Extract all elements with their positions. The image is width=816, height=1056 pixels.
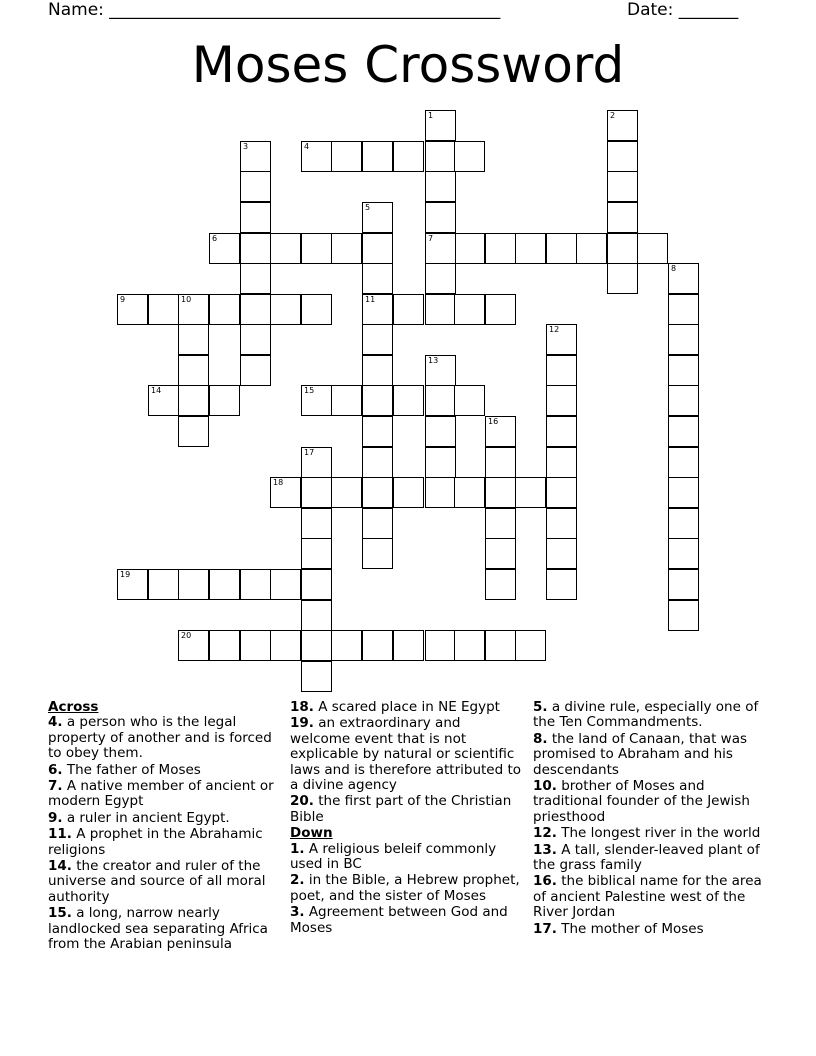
grid-cell[interactable]: [148, 294, 179, 325]
grid-cell[interactable]: [362, 508, 393, 539]
grid-cell-9[interactable]: [117, 294, 148, 325]
clue-text: the creator and ruler of the universe and source of all moral authority: [48, 858, 266, 905]
grid-cell[interactable]: [607, 171, 638, 202]
across-clue: [48, 827, 276, 858]
grid-cell[interactable]: [576, 233, 607, 264]
clue-number: 9: [120, 295, 126, 304]
grid-cell[interactable]: [301, 477, 332, 508]
clue-number: 20.: [290, 793, 314, 810]
grid-cell[interactable]: [362, 233, 393, 264]
grid-cell[interactable]: [362, 416, 393, 447]
grid-cell[interactable]: [485, 538, 516, 569]
grid-cell[interactable]: [546, 385, 577, 416]
clue-number: 18: [273, 478, 284, 487]
grid-cell[interactable]: [454, 294, 485, 325]
grid-cell[interactable]: [301, 233, 332, 264]
grid-cell[interactable]: [393, 141, 424, 172]
grid-cell[interactable]: [425, 294, 456, 325]
grid-cell[interactable]: [270, 233, 301, 264]
grid-cell-3[interactable]: [240, 141, 271, 172]
grid-cell[interactable]: [362, 141, 393, 172]
grid-cell[interactable]: [270, 294, 301, 325]
grid-cell[interactable]: [607, 233, 638, 264]
grid-cell[interactable]: [425, 141, 456, 172]
grid-cell[interactable]: [240, 233, 271, 264]
clue-text: A tall, slender-leaved plant of the grass family: [533, 841, 760, 874]
clue-number: 6: [212, 234, 218, 243]
grid-cell[interactable]: [485, 569, 516, 600]
clue-text: the biblical name for the area of ancient Palestine west of the River Jordan: [533, 873, 762, 921]
grid-cell[interactable]: [515, 477, 546, 508]
clue-text: the land of Canaan, that was promised to Abraham and his descendants: [533, 730, 748, 778]
grid-cell[interactable]: [607, 263, 638, 294]
grid-cell[interactable]: [178, 355, 209, 386]
grid-cell[interactable]: [301, 661, 332, 692]
down-clue: [533, 700, 765, 731]
clue-number: 16: [488, 417, 499, 426]
clue-text: a person who is the legal property of another and is forced to obey them.: [48, 714, 272, 762]
grid-cell[interactable]: [331, 477, 362, 508]
grid-cell[interactable]: [485, 477, 516, 508]
clue-number: 13: [428, 356, 439, 365]
grid-cell[interactable]: [362, 263, 393, 294]
across-clue: [290, 794, 522, 825]
grid-cell[interactable]: [425, 416, 456, 447]
grid-cell[interactable]: [668, 569, 699, 600]
across-clue-list: [48, 715, 276, 952]
name-field: Name: ______________________________________________: [48, 0, 501, 20]
grid-cell-15[interactable]: [301, 385, 332, 416]
clue-number: 15.: [48, 905, 72, 922]
across-clue: [48, 811, 276, 826]
grid-cell[interactable]: [668, 355, 699, 386]
across-clue: [48, 779, 276, 810]
grid-cell[interactable]: [454, 141, 485, 172]
grid-cell-5[interactable]: [362, 202, 393, 233]
grid-cell[interactable]: [668, 324, 699, 355]
grid-cell[interactable]: [515, 233, 546, 264]
grid-cell[interactable]: [393, 630, 424, 661]
grid-cell-18[interactable]: [270, 477, 301, 508]
grid-cell[interactable]: [668, 294, 699, 325]
grid-cell[interactable]: [425, 263, 456, 294]
grid-cell[interactable]: [393, 294, 424, 325]
grid-cell[interactable]: [209, 630, 240, 661]
clue-text: A native member of ancient or modern Egypt: [48, 778, 274, 810]
grid-cell[interactable]: [240, 294, 271, 325]
clue-number: 7: [428, 234, 434, 243]
grid-cell[interactable]: [485, 294, 516, 325]
clue-number: 12.: [533, 825, 557, 842]
grid-cell[interactable]: [454, 385, 485, 416]
across-clue-list-continued: [290, 700, 522, 825]
grid-cell-8[interactable]: [668, 263, 699, 294]
grid-cell[interactable]: [546, 416, 577, 447]
clue-number: 11.: [48, 826, 72, 843]
clue-number: 5: [365, 203, 371, 212]
down-clue: [533, 732, 765, 778]
down-clue: [533, 843, 765, 874]
grid-cell[interactable]: [178, 569, 209, 600]
grid-cell[interactable]: [607, 202, 638, 233]
grid-cell[interactable]: [362, 324, 393, 355]
grid-cell[interactable]: [668, 385, 699, 416]
grid-cell[interactable]: [425, 630, 456, 661]
down-clue: [533, 922, 765, 937]
clue-text: A religious beleif commonly used in BC: [290, 840, 497, 873]
grid-cell[interactable]: [270, 630, 301, 661]
clue-text: an extraordinary and welcome event that is not explicable by natural or scientific laws and is therefore attributed to a divine agency: [290, 715, 522, 794]
grid-cell[interactable]: [331, 630, 362, 661]
clue-number: 4.: [48, 714, 63, 731]
down-clue-list: [290, 842, 522, 936]
clue-text: a long, narrow nearly landlocked sea separating Africa from the Arabian peninsula: [48, 905, 268, 953]
grid-cell[interactable]: [240, 355, 271, 386]
grid-cell[interactable]: [178, 324, 209, 355]
clues-column-1: [48, 700, 276, 954]
clue-number: 3: [243, 142, 249, 151]
grid-cell[interactable]: [668, 538, 699, 569]
grid-cell[interactable]: [546, 569, 577, 600]
clue-number: 10.: [533, 778, 557, 795]
clue-number: 17.: [533, 920, 557, 937]
grid-cell[interactable]: [668, 508, 699, 539]
grid-cell[interactable]: [668, 447, 699, 478]
grid-cell[interactable]: [301, 294, 332, 325]
grid-cell[interactable]: [425, 171, 456, 202]
clue-number: 1.: [290, 840, 305, 857]
grid-cell[interactable]: [301, 508, 332, 539]
grid-cell[interactable]: [454, 233, 485, 264]
clue-number: 15: [304, 386, 315, 395]
grid-cell-13[interactable]: [425, 355, 456, 386]
clue-number: 8.: [533, 730, 548, 747]
grid-cell[interactable]: [485, 447, 516, 478]
date-field: Date: _______: [627, 0, 739, 20]
grid-cell-1[interactable]: [425, 110, 456, 141]
grid-cell-14[interactable]: [148, 385, 179, 416]
clue-text: Agreement between God and Moses: [290, 904, 508, 936]
down-clue: [290, 905, 522, 936]
grid-cell[interactable]: [240, 324, 271, 355]
grid-cell[interactable]: [178, 385, 209, 416]
clue-number: 3.: [290, 904, 305, 921]
clue-number: 1: [428, 111, 434, 120]
grid-cell[interactable]: [301, 630, 332, 661]
clue-text: in the Bible, a Hebrew prophet, poet, and the sister of Moses: [290, 872, 520, 904]
grid-cell[interactable]: [393, 477, 424, 508]
grid-cell[interactable]: [270, 569, 301, 600]
clue-text: brother of Moses and traditional founder of the Jewish priesthood: [533, 778, 750, 825]
clue-number: 18.: [290, 699, 314, 715]
grid-cell[interactable]: [546, 447, 577, 478]
grid-cell[interactable]: [425, 202, 456, 233]
grid-cell[interactable]: [454, 630, 485, 661]
grid-cell[interactable]: [209, 294, 240, 325]
grid-cell[interactable]: [240, 263, 271, 294]
grid-cell-12[interactable]: [546, 324, 577, 355]
grid-cell[interactable]: [331, 141, 362, 172]
across-clue: [48, 715, 276, 761]
grid-cell[interactable]: [240, 569, 271, 600]
grid-cell[interactable]: [607, 141, 638, 172]
down-clue-list-continued: [533, 700, 765, 937]
clue-text: The mother of Moses: [556, 920, 704, 937]
down-clue: [290, 873, 522, 904]
grid-cell[interactable]: [331, 385, 362, 416]
across-clue: [290, 700, 522, 715]
clue-text: The father of Moses: [62, 761, 201, 778]
grid-cell[interactable]: [546, 355, 577, 386]
grid-cell[interactable]: [485, 508, 516, 539]
grid-cell-16[interactable]: [485, 416, 516, 447]
clues-column-2: [290, 700, 522, 937]
clue-number: 19.: [290, 715, 314, 732]
clue-number: 13.: [533, 841, 557, 858]
down-clue: [533, 826, 765, 841]
grid-cell[interactable]: [301, 569, 332, 600]
grid-cell[interactable]: [425, 385, 456, 416]
down-clue: [290, 842, 522, 873]
clue-number: 8: [671, 264, 677, 273]
grid-cell[interactable]: [362, 447, 393, 478]
across-clue: [48, 763, 276, 778]
clue-number: 17: [304, 448, 315, 457]
clue-number: 16.: [533, 873, 557, 890]
grid-cell[interactable]: [485, 233, 516, 264]
grid-cell-20[interactable]: [178, 630, 209, 661]
clues-column-3: [533, 700, 765, 938]
grid-cell[interactable]: [454, 477, 485, 508]
grid-cell[interactable]: [331, 233, 362, 264]
clue-number: 20: [181, 631, 192, 640]
grid-cell-11[interactable]: [362, 294, 393, 325]
grid-cell[interactable]: [668, 477, 699, 508]
grid-cell[interactable]: [209, 385, 240, 416]
grid-cell[interactable]: [546, 538, 577, 569]
grid-cell-19[interactable]: [117, 569, 148, 600]
across-clue: [48, 859, 276, 905]
grid-cell[interactable]: [546, 508, 577, 539]
clue-text: the first part of the Christian Bible: [290, 793, 512, 825]
grid-cell[interactable]: [546, 233, 577, 264]
grid-cell-6[interactable]: [209, 233, 240, 264]
clue-number: 2.: [290, 872, 305, 889]
grid-cell[interactable]: [425, 477, 456, 508]
grid-cell[interactable]: [637, 233, 668, 264]
clue-number: 11: [365, 295, 376, 304]
clue-number: 12: [549, 325, 560, 334]
across-clue: [48, 906, 276, 952]
grid-cell[interactable]: [362, 355, 393, 386]
down-clue: [533, 874, 765, 920]
grid-cell[interactable]: [515, 630, 546, 661]
grid-cell[interactable]: [301, 600, 332, 631]
clue-number: 9.: [48, 809, 63, 826]
clue-number: 2: [610, 111, 616, 120]
grid-cell-2[interactable]: [607, 110, 638, 141]
clue-text: a ruler in ancient Egypt.: [62, 809, 230, 826]
down-clue: [533, 779, 765, 825]
grid-cell[interactable]: [209, 569, 240, 600]
grid-cell[interactable]: [546, 477, 577, 508]
grid-cell[interactable]: [362, 630, 393, 661]
clue-number: 6.: [48, 761, 63, 778]
grid-cell[interactable]: [178, 416, 209, 447]
across-heading: Across: [48, 699, 99, 715]
clue-number: 19: [120, 570, 131, 579]
clue-text: The longest river in the world: [556, 825, 761, 842]
grid-cell-4[interactable]: [301, 141, 332, 172]
grid-cell[interactable]: [362, 538, 393, 569]
grid-cell[interactable]: [393, 385, 424, 416]
grid-cell[interactable]: [362, 385, 393, 416]
clue-number: 10: [181, 295, 192, 304]
grid-cell[interactable]: [148, 569, 179, 600]
clue-number: 5.: [533, 699, 548, 715]
clue-number: 7.: [48, 778, 63, 795]
clue-text: A prophet in the Abrahamic religions: [48, 826, 263, 858]
grid-cell[interactable]: [668, 416, 699, 447]
grid-cell[interactable]: [240, 171, 271, 202]
clue-number: 14.: [48, 858, 72, 875]
grid-cell[interactable]: [301, 538, 332, 569]
grid-cell-17[interactable]: [301, 447, 332, 478]
grid-cell[interactable]: [362, 477, 393, 508]
grid-cell[interactable]: [425, 447, 456, 478]
grid-cell[interactable]: [240, 202, 271, 233]
clue-text: a divine rule, especially one of the Ten Commandments.: [533, 699, 759, 731]
clue-number: 14: [151, 386, 162, 395]
page-title: Moses Crossword: [191, 36, 625, 94]
clue-number: 4: [304, 142, 310, 151]
grid-cell-10[interactable]: [178, 294, 209, 325]
grid-cell-7[interactable]: [425, 233, 456, 264]
grid-cell[interactable]: [668, 600, 699, 631]
clue-text: A scared place in NE Egypt: [313, 699, 500, 715]
across-clue: [290, 716, 522, 793]
grid-cell[interactable]: [240, 630, 271, 661]
down-heading: Down: [290, 825, 333, 842]
grid-cell[interactable]: [485, 630, 516, 661]
